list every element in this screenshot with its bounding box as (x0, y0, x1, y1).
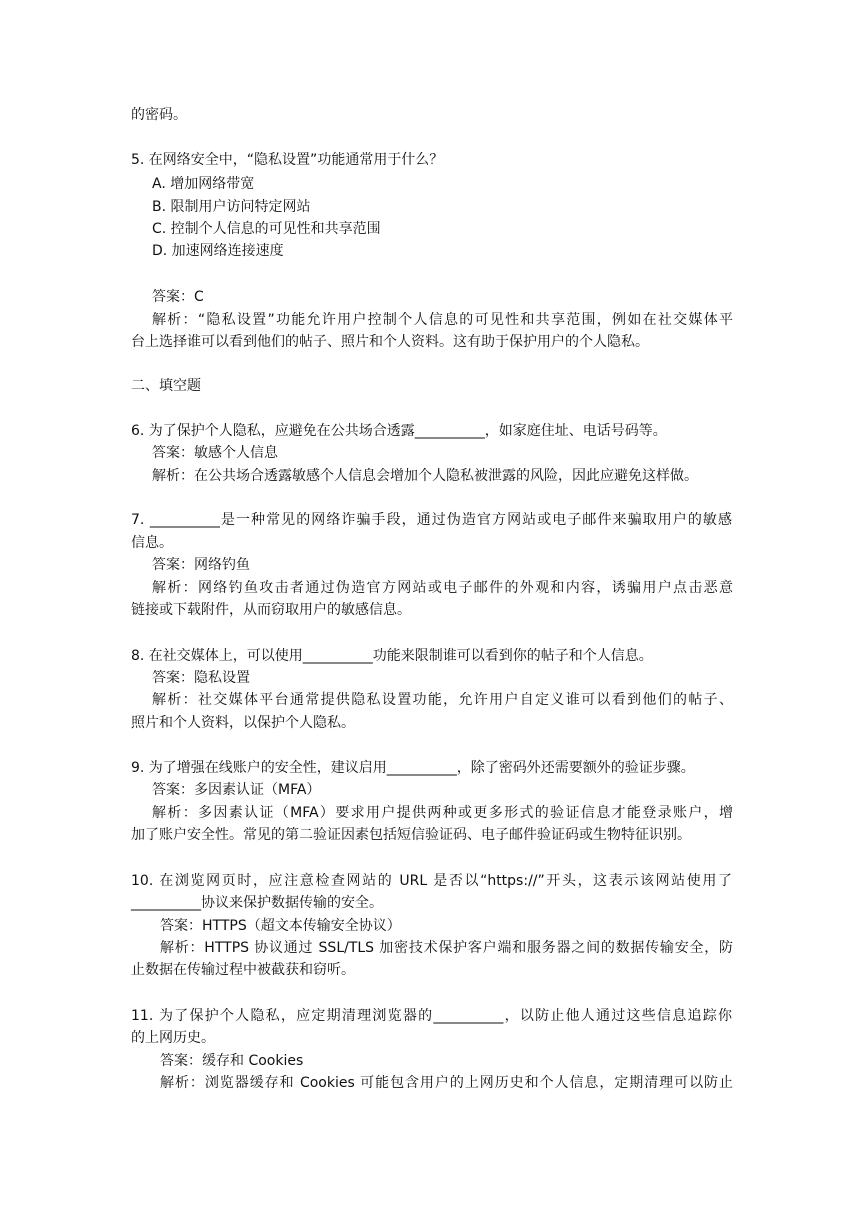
q5-option-c: C. 控制个人信息的可见性和共享范围 (152, 221, 381, 237)
q10-analysis-line2: 止数据在传输过程中被截获和窃听。 (131, 962, 355, 978)
q9-question: 9. 为了增强在线账户的安全性，建议启用__________，除了密码外还需要额外的验证步骤。 (131, 760, 695, 776)
q7-analysis-line2: 链接或下载附件，从而窃取用户的敏感信息。 (131, 602, 411, 618)
q8-analysis-line1: 解析：社交媒体平台通常提供隐私设置功能，允许用户自定义谁可以看到他们的帖子、 (152, 692, 733, 708)
q6-answer: 答案：敏感个人信息 (152, 445, 278, 461)
section-title: 二、填空题 (131, 378, 201, 394)
q5-analysis-line2: 台上选择谁可以看到他们的帖子、照片和个人资料。这有助于保护用户的个人隐私。 (131, 334, 649, 350)
q8-answer: 答案：隐私设置 (152, 670, 250, 686)
q5-answer: 答案：C (152, 289, 204, 305)
q8-question: 8. 在社交媒体上，可以使用__________功能来限制谁可以看到你的帖子和个人信息。 (131, 648, 653, 664)
q10-analysis-line1: 解析：HTTPS 协议通过 SSL/TLS 加密技术保护客户端和服务器之间的数据传输安全，防 (160, 940, 733, 956)
intro-tail: 的密码。 (131, 107, 187, 123)
q5-option-b: B. 限制用户访问特定网站 (152, 199, 311, 215)
q10-question-line1: 10. 在浏览网页时，应注意检查网站的 URL 是否以“https://”开头，这表示该网站使用了 (131, 873, 732, 889)
q10-question-line2: __________协议来保护数据传输的安全。 (131, 895, 383, 911)
q11-answer: 答案：缓存和 Cookies (160, 1053, 304, 1069)
q11-question-line1: 11. 为了保护个人隐私，应定期清理浏览器的__________，以防止他人通过这些信息追踪你 (131, 1008, 732, 1024)
q7-question-line2: 信息。 (131, 535, 173, 551)
q5-analysis-line1: 解析：“隐私设置”功能允许用户控制个人信息的可见性和共享范围，例如在社交媒体平 (152, 312, 733, 328)
q9-answer: 答案：多因素认证（MFA） (152, 782, 321, 798)
q11-analysis-line1: 解析：浏览器缓存和 Cookies 可能包含用户的上网历史和个人信息，定期清理可以防止 (160, 1075, 733, 1091)
q5-option-d: D. 加速网络连接速度 (152, 243, 284, 259)
q5-option-a: A. 增加网络带宽 (152, 176, 255, 192)
q5-question: 5. 在网络安全中，“隐私设置”功能通常用于什么？ (131, 152, 444, 168)
q11-question-line2: 的上网历史。 (131, 1030, 215, 1046)
q6-analysis: 解析：在公共场合透露敏感个人信息会增加个人隐私被泄露的风险，因此应避免这样做。 (152, 468, 698, 484)
q7-answer: 答案：网络钓鱼 (152, 557, 250, 573)
q7-question-line1: 7. __________是一种常见的网络诈骗手段，通过伪造官方网站或电子邮件来骗取用户的敏感 (131, 512, 732, 528)
q8-analysis-line2: 照片和个人资料，以保护个人隐私。 (131, 715, 355, 731)
q6-question: 6. 为了保护个人隐私，应避免在公共场合透露__________，如家庭住址、电话号码等。 (131, 423, 667, 439)
q9-analysis-line1: 解析：多因素认证（MFA）要求用户提供两种或更多形式的验证信息才能登录账户，增 (152, 805, 733, 821)
q9-analysis-line2: 加了账户安全性。常见的第二验证因素包括短信验证码、电子邮件验证码或生物特征识别。 (131, 827, 691, 843)
q10-answer: 答案：HTTPS（超文本传输安全协议） (160, 918, 401, 934)
q7-analysis-line1: 解析：网络钓鱼攻击者通过伪造官方网站或电子邮件的外观和内容，诱骗用户点击恶意 (152, 580, 733, 596)
